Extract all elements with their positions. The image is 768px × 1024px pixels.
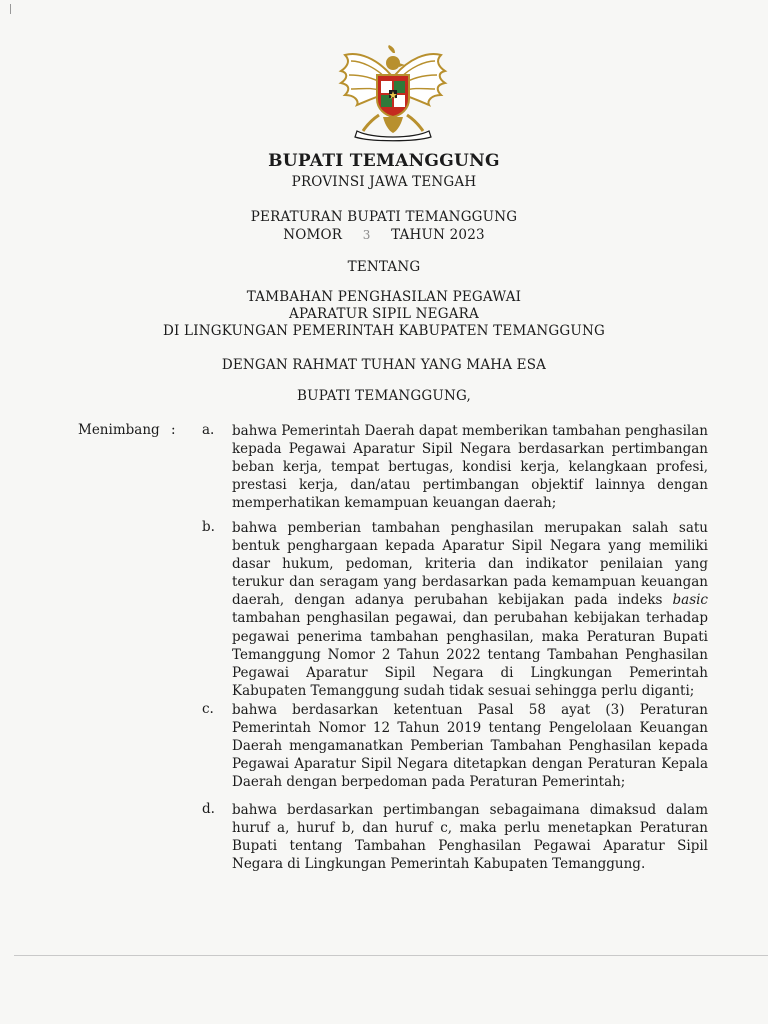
subject-line-3: DI LINGKUNGAN PEMERINTAH KABUPATEN TEMANGGUNG — [163, 323, 605, 339]
subject-line-1: TAMBAHAN PENGHASILAN PEGAWAI — [246, 289, 522, 305]
page-divider — [14, 955, 768, 956]
tahun-label: TAHUN 2023 — [391, 227, 485, 243]
regulation-number — [0, 227, 768, 243]
clause-text: bahwa Pemerintah Daerah dapat memberikan tambahan penghasilan kepada Pegawai Aparatur Sipil Negara berdasarkan pertimbangan beban kerja, tempat bertugas, kondisi kerja, kelangkaan profesi, prestasi kerja, dan/atau pertimbangan objektif lainnya dengan memperhatikan kemampuan keuangan daerah; — [232, 423, 708, 512]
nomor-label: NOMOR — [283, 227, 343, 243]
clause-text: bahwa berdasarkan pertimbangan sebagaimana dimaksud dalam huruf a, huruf b, dan huruf c, maka perlu menetapkan Peraturan Bupati tentang Tambahan Penghasilan Pegawai Aparatur Sipil Negara di Lingkungan Pemerintah Kabupaten Temanggung. — [232, 802, 708, 873]
menimbang-colon: : — [171, 422, 176, 438]
regulation-name: PERATURAN BUPATI TEMANGGUNG — [250, 209, 518, 225]
menimbang-label: Menimbang — [78, 422, 160, 438]
clause-text-part: bahwa pemberian tambahan penghasilan merupakan salah satu bentuk penghargaan kepada Aparatur Sipil Negara yang memiliki dasar hukum, pedoman, kriteria dan indikator penilaian yang terukur dan seragam yang berdasarkan pada kemampuan keuangan daerah, dengan adanya perubahan kebijakan pada indeks — [232, 520, 708, 609]
clause-text-italic: basic — [672, 592, 708, 609]
clause-letter: c. — [202, 701, 214, 717]
tentang-heading: TENTANG — [347, 259, 421, 275]
nomor-value: 3 — [362, 228, 371, 242]
scan-mark — [10, 4, 11, 14]
subject-line-2: APARATUR SIPIL NEGARA — [289, 306, 479, 322]
clause-letter: d. — [202, 801, 215, 817]
issuer-title: BUPATI TEMANGGUNG — [268, 151, 500, 171]
preamble: DENGAN RAHMAT TUHAN YANG MAHA ESA — [221, 357, 547, 373]
clause-letter: b. — [202, 519, 215, 535]
garuda-emblem-icon — [337, 45, 449, 142]
issuer-name: BUPATI TEMANGGUNG, — [297, 388, 471, 404]
clause-letter: a. — [202, 422, 215, 438]
clause-text — [232, 519, 708, 700]
province-name: PROVINSI JAWA TENGAH — [291, 174, 477, 190]
clause-text: bahwa berdasarkan ketentuan Pasal 58 ayat (3) Peraturan Pemerintah Nomor 12 Tahun 2019 tentang Pengelolaan Keuangan Daerah mengamanatkan Pemberian Tambahan Penghasilan kepada Pegawai Aparatur Sipil Negara ditetapkan dengan Peraturan Kepala Daerah dengan berpedoman pada Peraturan Pemerintah; — [232, 702, 708, 791]
clause-text-part: tambahan penghasilan pegawai, dan perubahan kebijakan terhadap pegawai penerima tambahan penghasilan, maka Peraturan Bupati Temanggung Nomor 2 Tahun 2022 tentang Tambahan Penghasilan Pegawai Aparatur Sipil Negara di Lingkungan Pemerintah Kabupaten Temanggung sudah tidak sesuai sehingga perlu diganti; — [232, 610, 708, 699]
